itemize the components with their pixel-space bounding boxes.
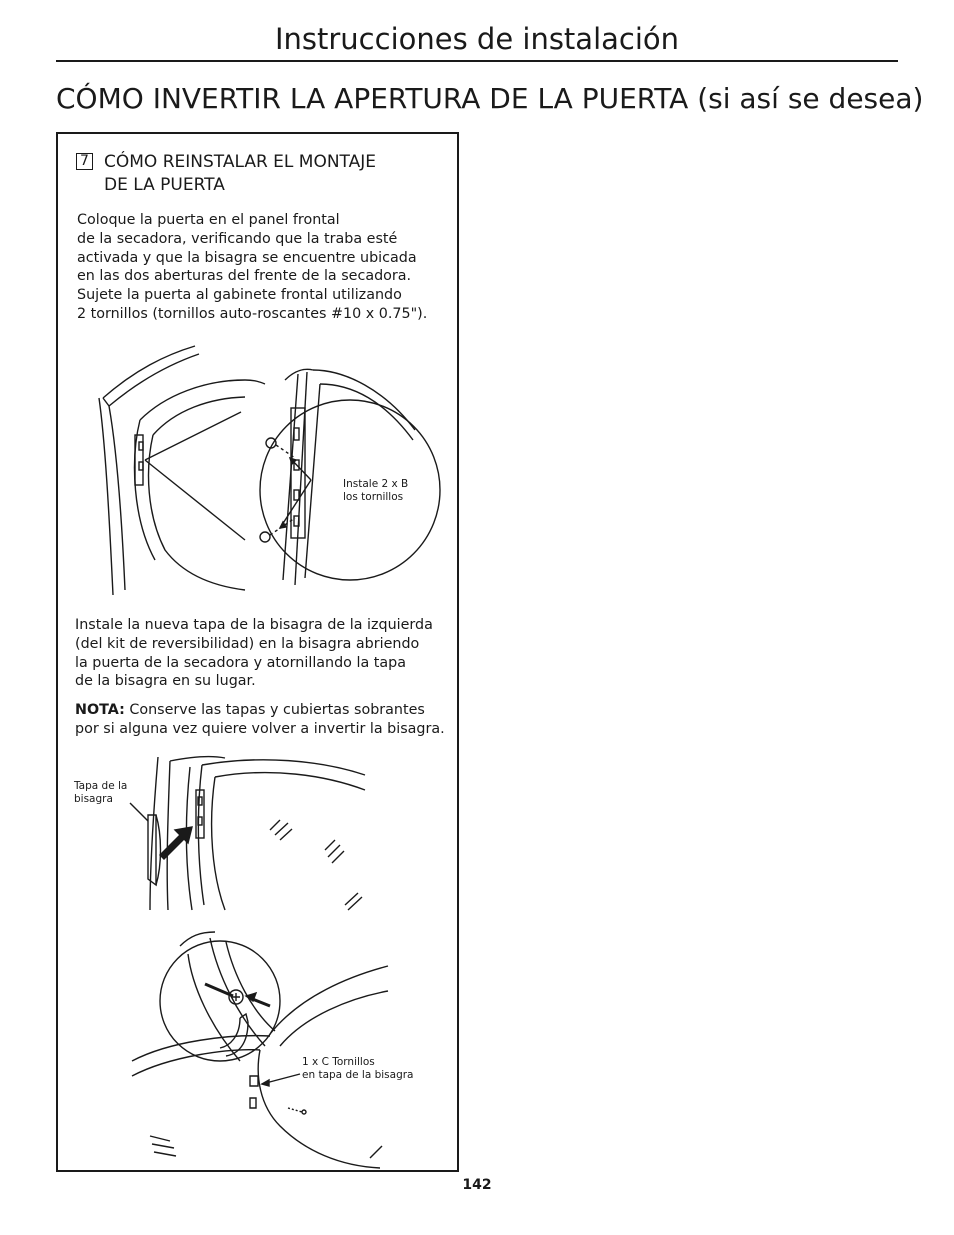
hinge-cover-illustration [130, 755, 370, 915]
intro-paragraph: Coloque la puerta en el panel frontal de la secadora, verificando que la traba esté activada y que la bisagra se encuentre ubicada en las dos aberturas del frente de la secadora. Sujete la puerta al gabinete frontal utilizando 2 tornillos (tornillos auto-roscantes #10 x 0.75"). [77, 212, 428, 322]
note-paragraph [75, 701, 455, 739]
install-screws-callout: Instale 2 x B los tornillos [343, 478, 409, 503]
door-install-illustration [95, 340, 440, 600]
step-title: CÓMO REINSTALAR EL MONTAJE DE LA PUERTA [104, 152, 377, 195]
hinge-cover-callout: Tapa de la bisagra [74, 780, 128, 805]
note-text: Conserve las tapas y cubiertas sobrantes por si alguna vez quiere volver a invertir la bisagra. [75, 702, 445, 737]
page-header-title: Instrucciones de instalación [274, 22, 680, 56]
cover-screw-callout: 1 x C Tornillos en tapa de la bisagra [302, 1056, 414, 1081]
note-label: NOTA: [75, 702, 125, 718]
section-title: CÓMO INVERTIR LA APERTURA DE LA PUERTA (si así se desea) [56, 82, 924, 115]
header-divider [56, 60, 898, 62]
hinge-cover-paragraph: Instale la nueva tapa de la bisagra de la izquierda (del kit de reversibilidad) en la bisagra abriendo la puerta de la secadora y atornillando la tapa de la bisagra en su lugar. [75, 617, 433, 690]
page-number: 142 [462, 1177, 492, 1193]
step-number-box: 7 [76, 153, 93, 170]
cover-screw-illustration [130, 926, 390, 1171]
